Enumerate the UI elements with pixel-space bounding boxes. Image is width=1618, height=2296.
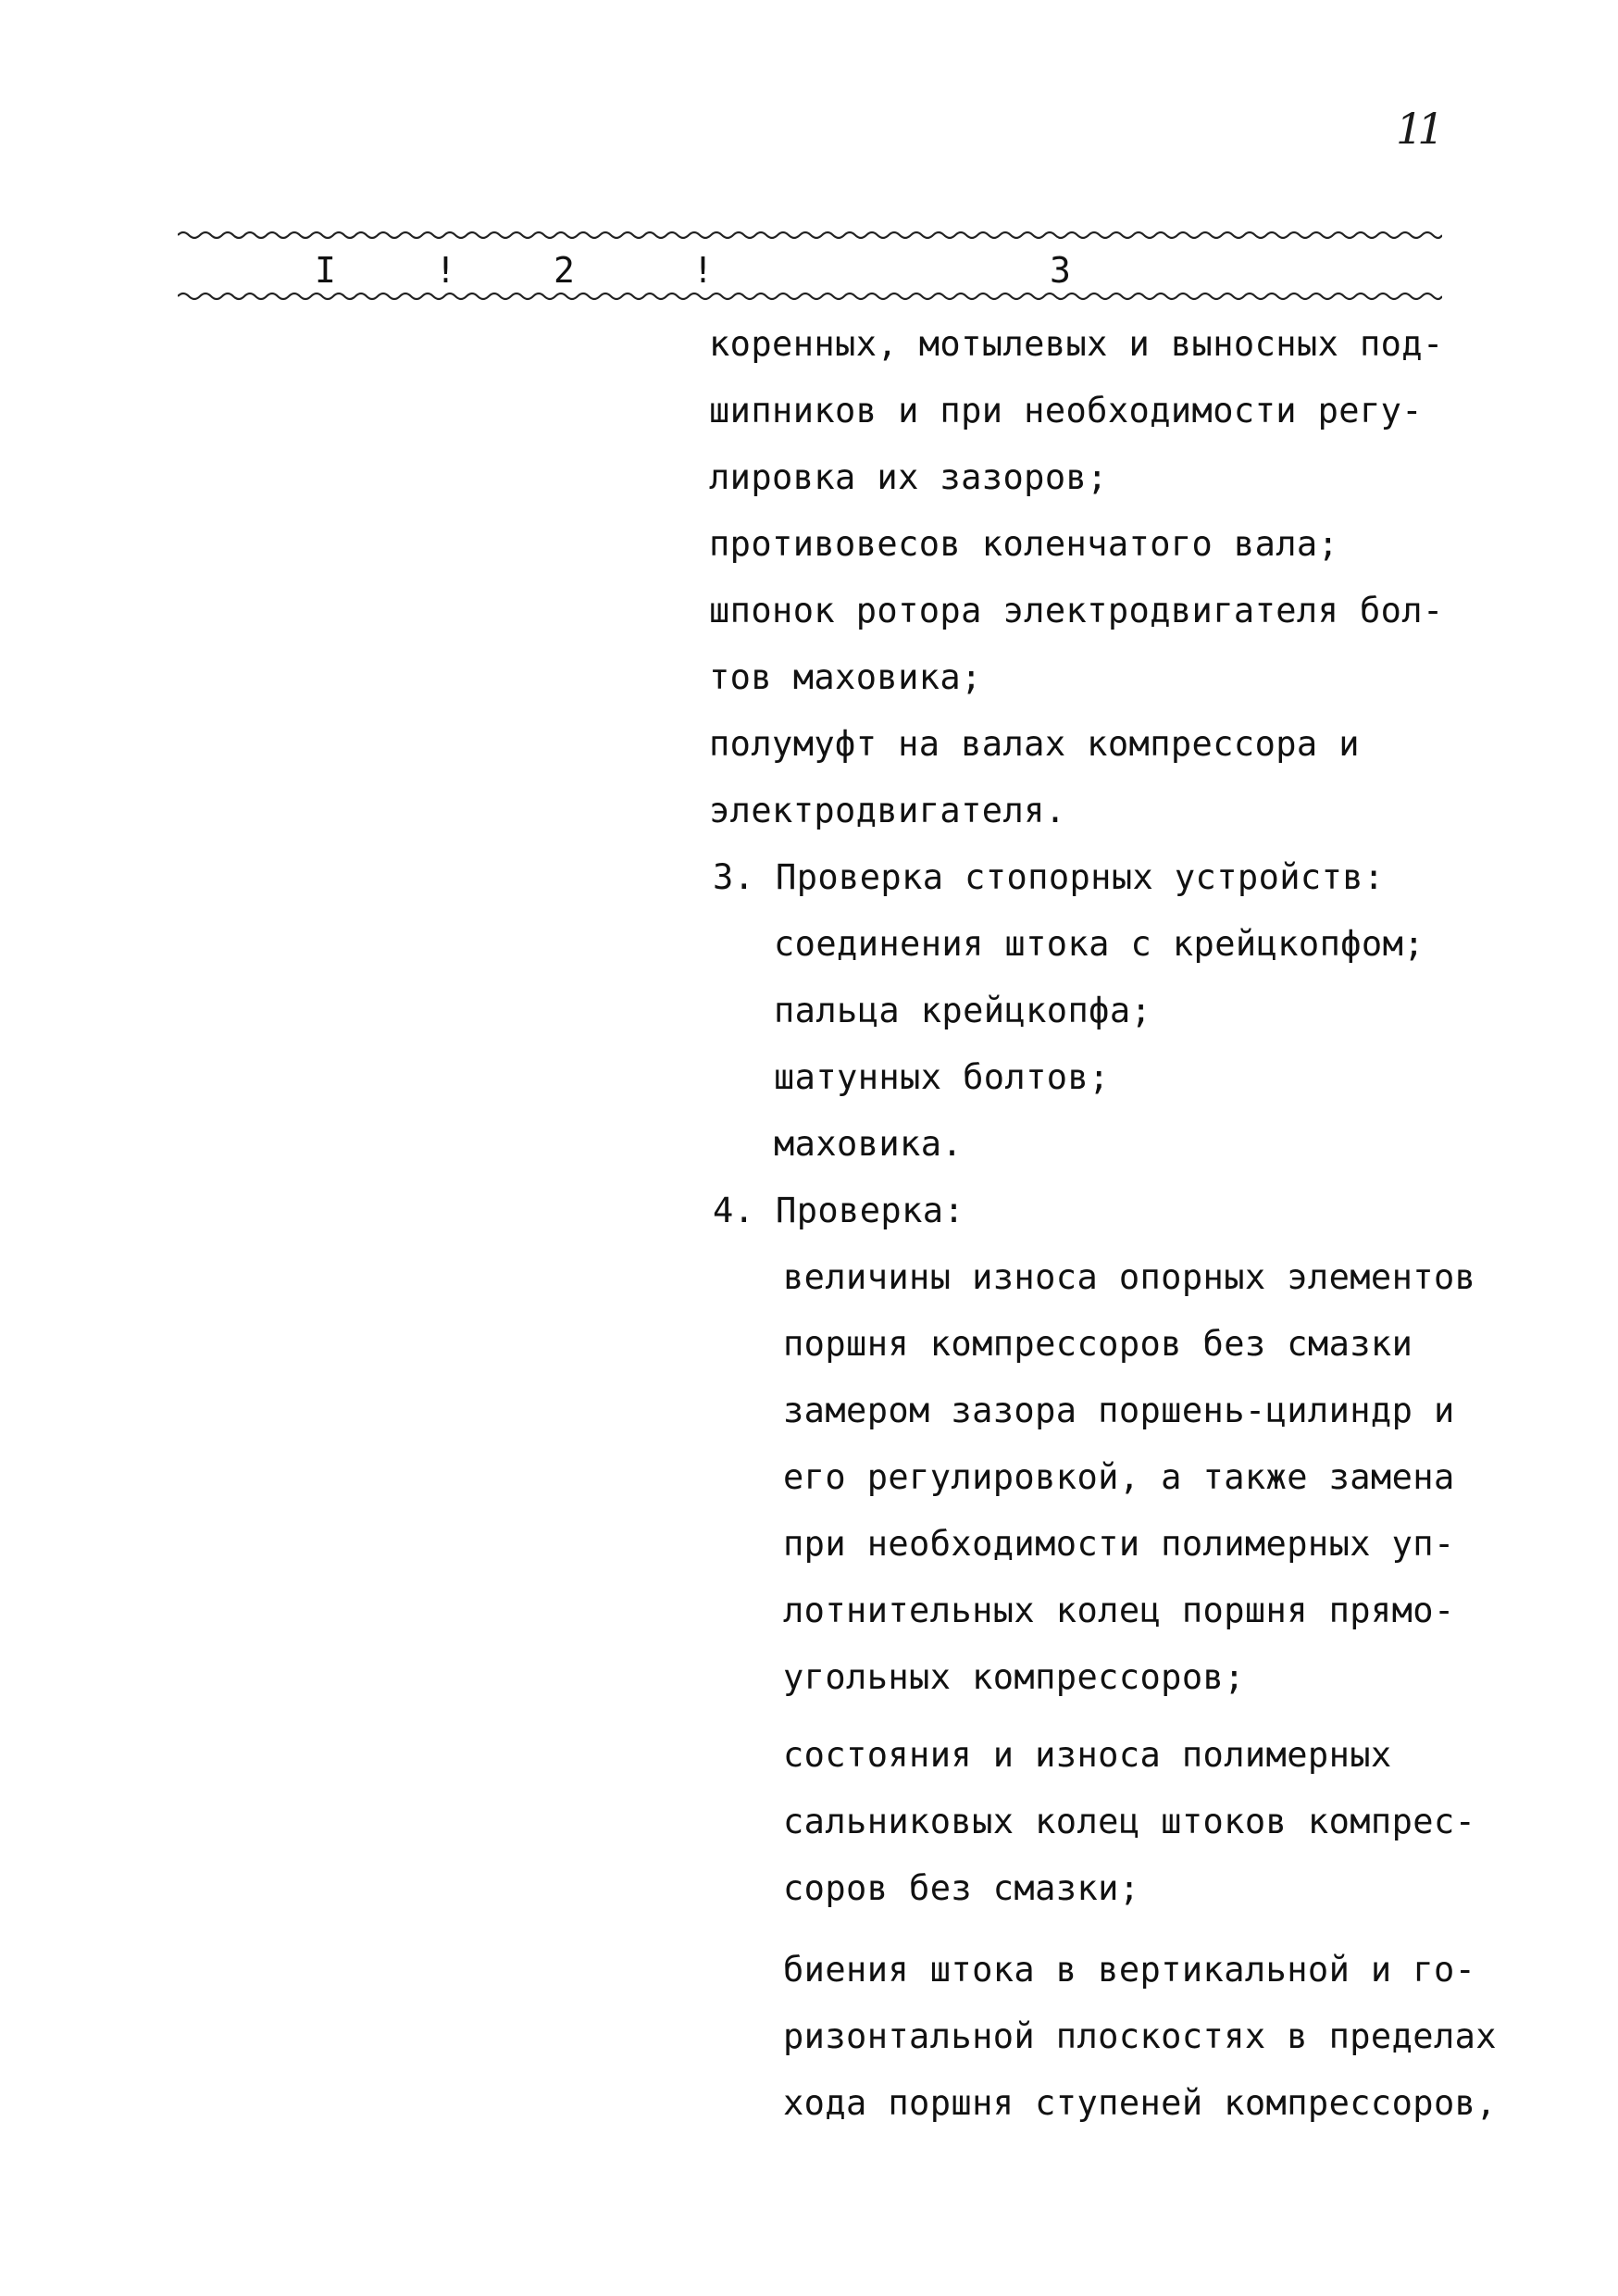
text-line: электродвигателя.: [709, 791, 1066, 830]
text-line: коренных, мотылевых и выносных под-: [709, 324, 1444, 364]
text-line: лотнительных колец поршня прямо-: [783, 1591, 1455, 1630]
text-line: биения штока в вертикальной и го-: [783, 1950, 1476, 1990]
text-line: при необходимости полимерных уп-: [783, 1524, 1455, 1564]
text-line: состояния и износа полимерных: [783, 1735, 1392, 1775]
text-line: маховика.: [774, 1124, 964, 1164]
page-number: 11: [1396, 104, 1439, 154]
text-line: шатунных болтов;: [774, 1057, 1110, 1097]
text-line: его регулировкой, а также замена: [783, 1457, 1455, 1497]
column-header-3: 3: [1050, 250, 1071, 291]
text-line: поршня компрессоров без смазки: [783, 1324, 1413, 1364]
text-line: шпонок ротора электродвигателя бол-: [709, 591, 1444, 630]
column-header-2: 2: [554, 250, 575, 291]
text-line: тов маховика;: [709, 657, 982, 697]
text-line: шипников и при необходимости регу-: [709, 391, 1423, 430]
text-line: соров без смазки;: [783, 1868, 1140, 1908]
text-line: угольных компрессоров;: [783, 1657, 1245, 1697]
text-line: ризонтальной плоскостях в пределах: [783, 2016, 1497, 2056]
section-heading: 4. Проверка:: [713, 1191, 965, 1230]
text-line: противовесов коленчатого вала;: [709, 524, 1339, 564]
text-line: величины износа опорных элементов: [783, 1257, 1476, 1297]
column-separator-2: !: [692, 250, 714, 291]
text-line: замером зазора поршень-цилиндр и: [783, 1391, 1455, 1430]
column-separator-1: !: [435, 250, 456, 291]
text-line: лировка их зазоров;: [709, 457, 1108, 497]
text-line: хода поршня ступеней компрессоров,: [783, 2083, 1497, 2123]
section-heading: 3. Проверка стопорных устройств:: [713, 857, 1385, 897]
text-line: пальца крейцкопфа;: [774, 991, 1152, 1030]
column-header-1: I: [315, 250, 336, 291]
text-line: полумуфт на валах компрессора и: [709, 724, 1360, 764]
text-line: соединения штока с крейцкопфом;: [774, 924, 1425, 964]
text-line: сальниковых колец штоков компрес-: [783, 1802, 1476, 1841]
